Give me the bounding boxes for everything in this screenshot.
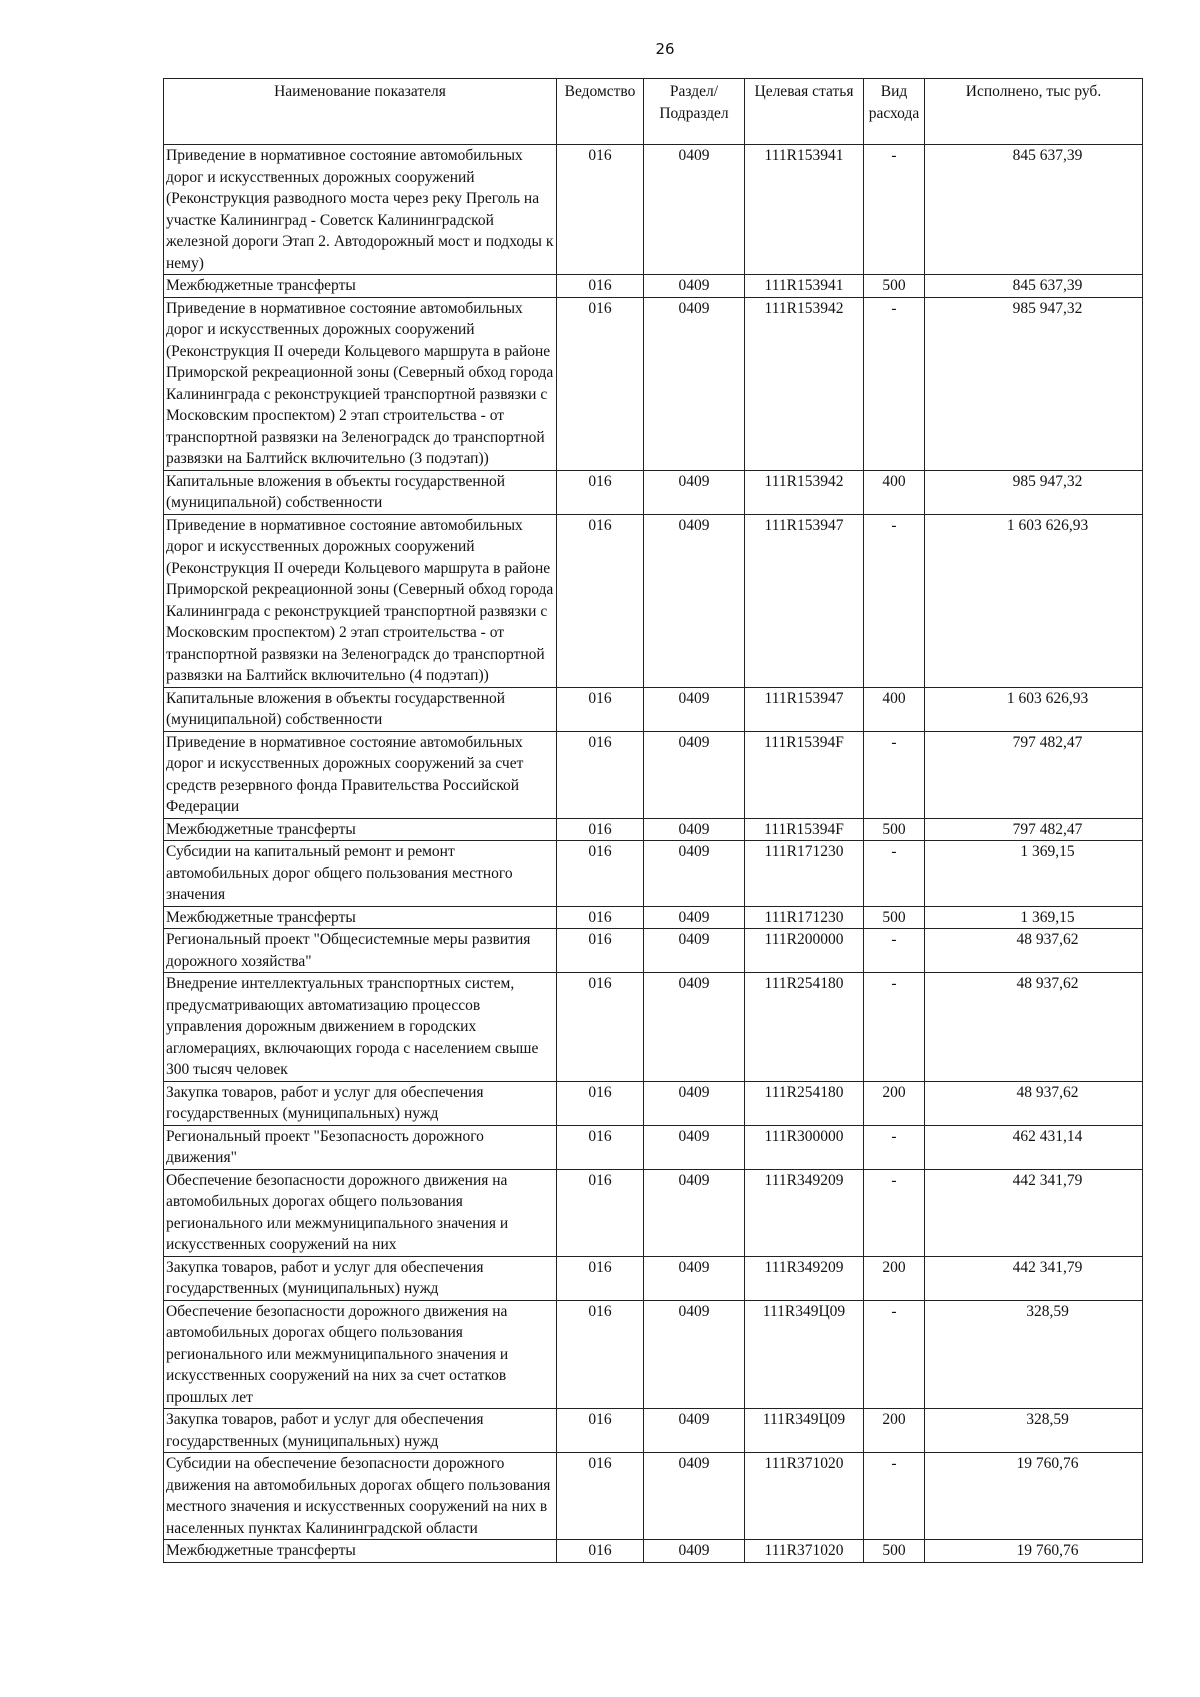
row-target: 111R153941 [745,275,864,298]
row-section: 0409 [644,514,745,687]
budget-table [163,78,1143,1563]
row-target: 111R349Ц09 [745,1409,864,1453]
header-row [164,79,1143,145]
row-target: 111R349209 [745,1169,864,1256]
row-dept: 016 [557,1081,644,1125]
row-dept: 016 [557,973,644,1082]
row-section: 0409 [644,1081,745,1125]
table-row [164,1300,1143,1409]
row-section: 0409 [644,906,745,929]
row-amount: 1 603 626,93 [925,687,1143,731]
row-target: 111R371020 [745,1540,864,1563]
row-amount: 1 603 626,93 [925,514,1143,687]
row-section: 0409 [644,1256,745,1300]
table-row [164,1540,1143,1563]
row-name: Обеспечение безопасности дорожного движения на автомобильных дорогах общего пользования регионального или межмуниципального значения и искусственных сооружений на них [164,1169,557,1256]
row-section: 0409 [644,929,745,973]
row-amount: 442 341,79 [925,1169,1143,1256]
row-amount: 462 431,14 [925,1125,1143,1169]
row-expense-type: - [864,1300,925,1409]
row-target: 111R171230 [745,841,864,907]
row-dept: 016 [557,687,644,731]
row-name: Капитальные вложения в объекты государственной (муниципальной) собственности [164,470,557,514]
row-section: 0409 [644,470,745,514]
row-expense-type: 400 [864,687,925,731]
row-section: 0409 [644,1540,745,1563]
table-row [164,470,1143,514]
table-row [164,1169,1143,1256]
row-expense-type: - [864,841,925,907]
row-dept: 016 [557,841,644,907]
row-section: 0409 [644,1169,745,1256]
table-row [164,145,1143,275]
row-dept: 016 [557,297,644,470]
row-expense-type: - [864,1169,925,1256]
row-expense-type: - [864,514,925,687]
row-target: 111R15394F [745,818,864,841]
row-dept: 016 [557,275,644,298]
row-name: Межбюджетные трансферты [164,906,557,929]
row-expense-type: - [864,973,925,1082]
row-amount: 1 369,15 [925,906,1143,929]
row-name: Капитальные вложения в объекты государственной (муниципальной) собственности [164,687,557,731]
table-row [164,275,1143,298]
row-dept: 016 [557,906,644,929]
table-row [164,1409,1143,1453]
row-amount: 985 947,32 [925,470,1143,514]
row-target: 111R15394F [745,731,864,818]
row-amount: 48 937,62 [925,973,1143,1082]
row-dept: 016 [557,1256,644,1300]
row-target: 111R371020 [745,1453,864,1540]
row-section: 0409 [644,1409,745,1453]
row-dept: 016 [557,514,644,687]
header-target: Целевая статья [745,79,864,145]
row-expense-type: - [864,297,925,470]
header-expense-type: Вид расхода [864,79,925,145]
row-section: 0409 [644,973,745,1082]
header-amount: Исполнено, тыс руб. [925,79,1143,145]
row-target: 111R349Ц09 [745,1300,864,1409]
row-amount: 797 482,47 [925,731,1143,818]
row-name: Приведение в нормативное состояние автомобильных дорог и искусственных дорожных сооружений (Реконструкция II очереди Кольцевого маршрута в районе Приморской рекреационной зоны (Северный обход города Калининграда с реконструкцией транспортной развязки с Московским проспектом) 2 этап строительства - от транспортной развязки на Зеленоградск до транспортной развязки на Балтийск включительно (4 подэтап)) [164,514,557,687]
row-amount: 48 937,62 [925,929,1143,973]
row-name: Закупка товаров, работ и услуг для обеспечения государственных (муниципальных) нужд [164,1409,557,1453]
table-row [164,818,1143,841]
row-target: 111R254180 [745,1081,864,1125]
row-target: 111R300000 [745,1125,864,1169]
row-section: 0409 [644,1125,745,1169]
row-amount: 19 760,76 [925,1540,1143,1563]
table-row [164,929,1143,973]
row-name: Межбюджетные трансферты [164,1540,557,1563]
row-target: 111R349209 [745,1256,864,1300]
row-target: 111R153941 [745,145,864,275]
row-amount: 797 482,47 [925,818,1143,841]
row-expense-type: 200 [864,1081,925,1125]
row-name: Закупка товаров, работ и услуг для обеспечения государственных (муниципальных) нужд [164,1256,557,1300]
row-name: Региональный проект "Безопасность дорожного движения" [164,1125,557,1169]
table-row [164,906,1143,929]
row-section: 0409 [644,275,745,298]
row-expense-type: - [864,731,925,818]
row-section: 0409 [644,1453,745,1540]
row-dept: 016 [557,1300,644,1409]
row-dept: 016 [557,1125,644,1169]
table-row [164,1256,1143,1300]
row-name: Внедрение интеллектуальных транспортных систем, предусматривающих автоматизацию процессов управления дорожным движением в городских агломерациях, включающих города с населением свыше 300 тысяч человек [164,973,557,1082]
row-dept: 016 [557,470,644,514]
row-dept: 016 [557,929,644,973]
row-amount: 845 637,39 [925,275,1143,298]
row-section: 0409 [644,297,745,470]
row-expense-type: - [864,145,925,275]
row-target: 111R153947 [745,687,864,731]
row-section: 0409 [644,731,745,818]
table-row [164,973,1143,1082]
row-section: 0409 [644,818,745,841]
row-expense-type: - [864,1125,925,1169]
row-section: 0409 [644,145,745,275]
row-amount: 845 637,39 [925,145,1143,275]
row-target: 111R254180 [745,973,864,1082]
header-name: Наименование показателя [164,79,557,145]
header-dept: Ведомство [557,79,644,145]
row-section: 0409 [644,841,745,907]
table-row [164,841,1143,907]
row-name: Приведение в нормативное состояние автомобильных дорог и искусственных дорожных сооружений за счет средств резервного фонда Правительства Российской Федерации [164,731,557,818]
row-name: Закупка товаров, работ и услуг для обеспечения государственных (муниципальных) нужд [164,1081,557,1125]
row-expense-type: 500 [864,1540,925,1563]
table-row [164,1453,1143,1540]
row-name: Субсидии на обеспечение безопасности дорожного движения на автомобильных дорогах общего пользования местного значения и искусственных сооружений на них в населенных пунктах Калининградской области [164,1453,557,1540]
row-amount: 328,59 [925,1409,1143,1453]
row-amount: 48 937,62 [925,1081,1143,1125]
table-row [164,514,1143,687]
row-dept: 016 [557,1540,644,1563]
row-amount: 19 760,76 [925,1453,1143,1540]
row-expense-type: 400 [864,470,925,514]
header-section: Раздел/ Подраздел [644,79,745,145]
row-target: 111R153947 [745,514,864,687]
row-name: Приведение в нормативное состояние автомобильных дорог и искусственных дорожных сооружений (Реконструкция II очереди Кольцевого маршрута в районе Приморской рекреационной зоны (Северный обход города Калининграда с реконструкцией транспортной развязки с Московским проспектом) 2 этап строительства - от транспортной развязки на Зеленоградск до транспортной развязки на Балтийск включительно (3 подэтап)) [164,297,557,470]
row-section: 0409 [644,687,745,731]
table-row [164,297,1143,470]
row-amount: 442 341,79 [925,1256,1143,1300]
row-target: 111R153942 [745,297,864,470]
row-dept: 016 [557,1409,644,1453]
row-amount: 985 947,32 [925,297,1143,470]
row-dept: 016 [557,1169,644,1256]
row-name: Обеспечение безопасности дорожного движения на автомобильных дорогах общего пользования регионального или межмуниципального значения и искусственных сооружений на них за счет остатков прошлых лет [164,1300,557,1409]
row-expense-type: 200 [864,1256,925,1300]
row-expense-type: 500 [864,275,925,298]
page-number: 26 [655,40,675,58]
table-row [164,731,1143,818]
row-dept: 016 [557,818,644,841]
row-amount: 1 369,15 [925,841,1143,907]
row-name: Субсидии на капитальный ремонт и ремонт автомобильных дорог общего пользования местного значения [164,841,557,907]
row-target: 111R171230 [745,906,864,929]
table-row [164,687,1143,731]
row-name: Приведение в нормативное состояние автомобильных дорог и искусственных дорожных сооружений (Реконструкция разводного моста через реку Преголь на участке Калининград - Советск Калининградской железной дороги Этап 2. Автодорожный мост и подходы к нему) [164,145,557,275]
row-target: 111R200000 [745,929,864,973]
row-dept: 016 [557,145,644,275]
table-row [164,1125,1143,1169]
table-body [164,145,1143,1563]
row-dept: 016 [557,1453,644,1540]
row-target: 111R153942 [745,470,864,514]
row-section: 0409 [644,1300,745,1409]
row-expense-type: 500 [864,906,925,929]
row-expense-type: 200 [864,1409,925,1453]
row-name: Межбюджетные трансферты [164,818,557,841]
row-name: Межбюджетные трансферты [164,275,557,298]
row-expense-type: 500 [864,818,925,841]
row-dept: 016 [557,731,644,818]
row-name: Региональный проект "Общесистемные меры развития дорожного хозяйства" [164,929,557,973]
row-expense-type: - [864,929,925,973]
row-expense-type: - [864,1453,925,1540]
table-row [164,1081,1143,1125]
row-amount: 328,59 [925,1300,1143,1409]
